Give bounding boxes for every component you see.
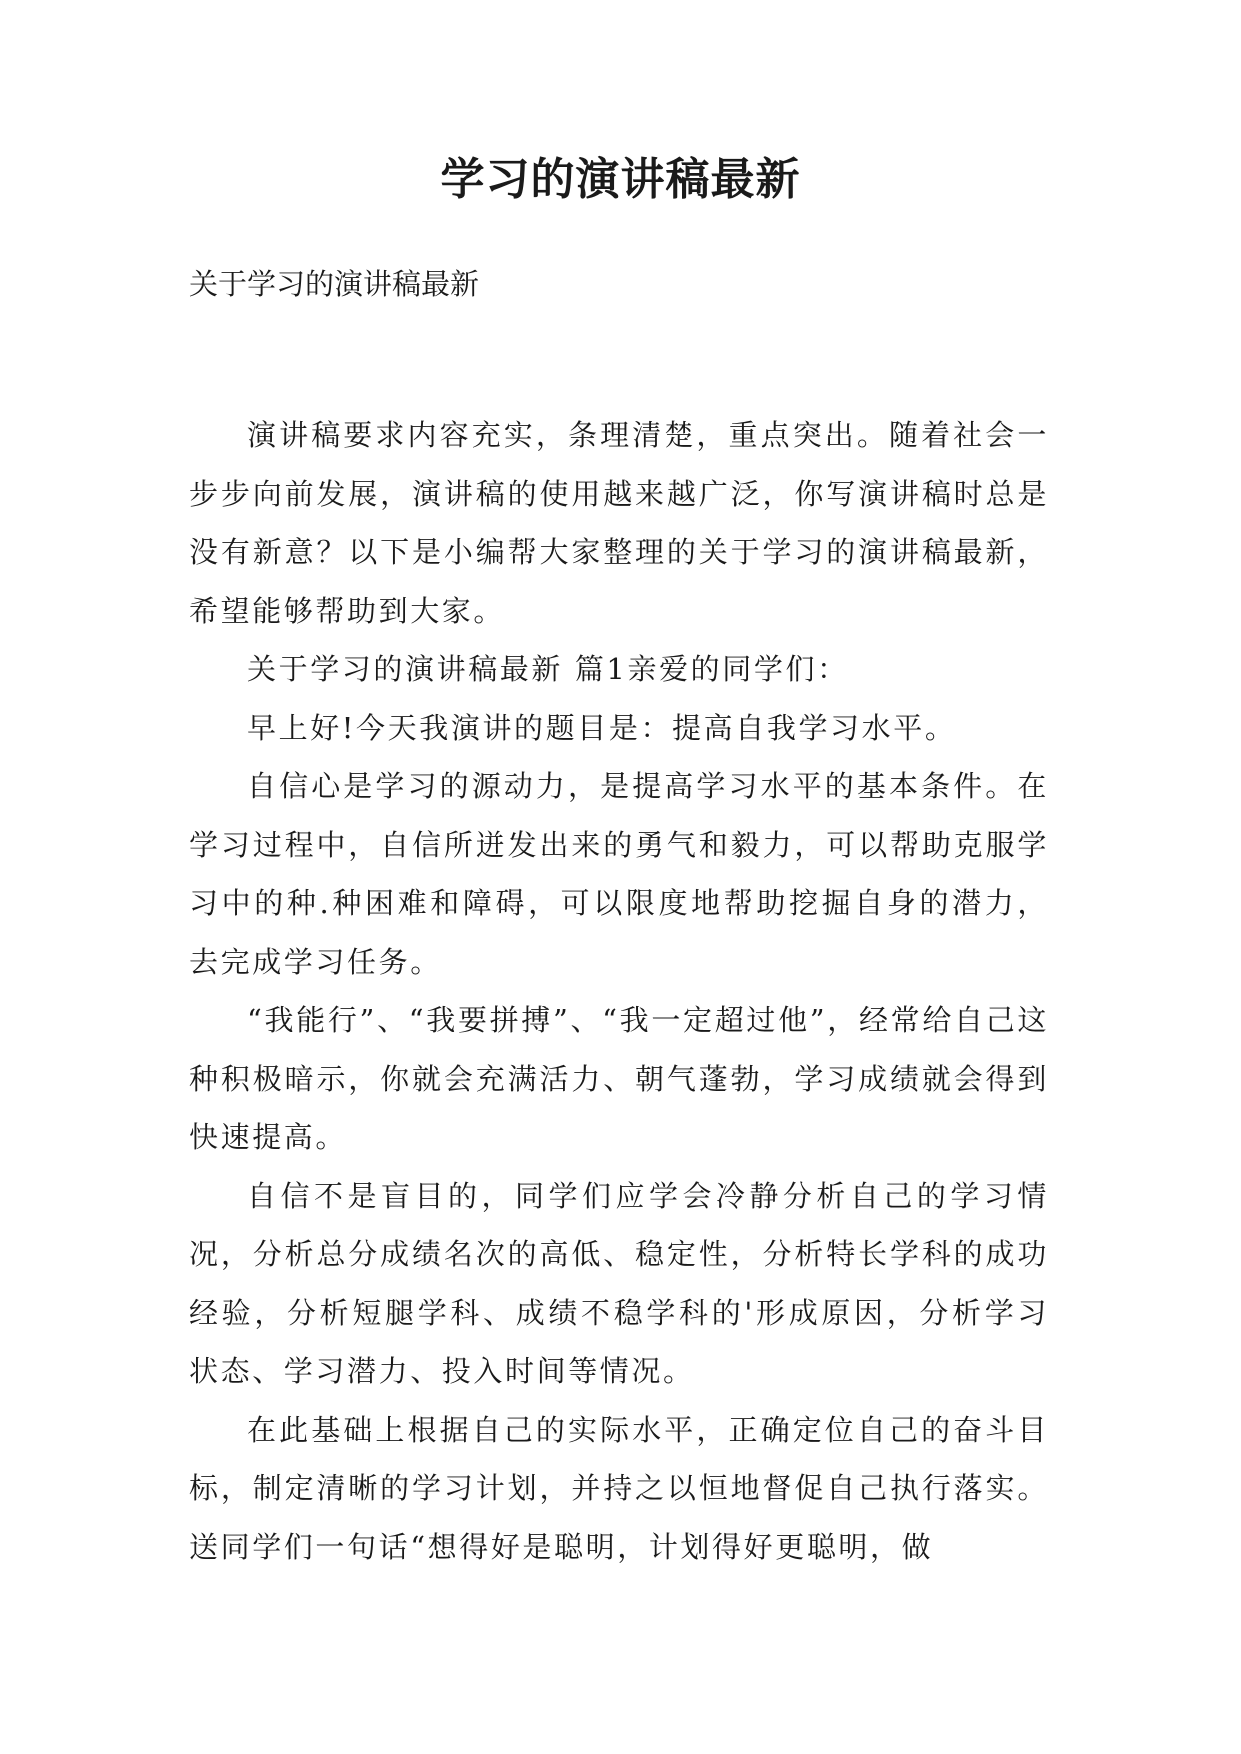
document-subtitle: 关于学习的演讲稿最新 — [189, 267, 480, 301]
paragraph: 自信不是盲目的，同学们应学会冷静分析自己的学习情况，分析总分成绩名次的高低、稳定性，分析特长学科的成功经验，分析短腿学科、成绩不稳学科的'形成原因，分析学习状态、学习潜力、投入时间等情况。 — [189, 1178, 1049, 1388]
paragraph: “我能行”、“我要拼搏”、“我一定超过他”，经常给自己这种积极暗示，你就会充满活力、朝气蓬勃，学习成绩就会得到快速提高。 — [189, 1003, 1049, 1154]
paragraph: 在此基础上根据自己的实际水平，正确定位自己的奋斗目标，制定清晰的学习计划，并持之以恒地督促自己执行落实。送同学们一句话“想得好是聪明，计划得好更聪明，做 — [189, 1412, 1049, 1564]
paragraph: 关于学习的演讲稿最新 篇1亲爱的同学们： — [247, 652, 849, 686]
paragraph: 自信心是学习的源动力，是提高学习水平的基本条件。在学习过程中，自信所迸发出来的勇气和毅力，可以帮助克服学习中的种.种困难和障碍，可以限度地帮助挖掘自身的潜力，去完成学习任务。 — [189, 769, 1049, 979]
paragraph: 早上好!今天我演讲的题目是：提高自我学习水平。 — [247, 710, 957, 745]
paragraph: 演讲稿要求内容充实，条理清楚，重点突出。随着社会一步步向前发展，演讲稿的使用越来越广泛，你写演讲稿时总是没有新意？以下是小编帮大家整理的关于学习的演讲稿最新，希望能够帮助到大家。 — [189, 418, 1049, 628]
document-title: 学习的演讲稿最新 — [440, 154, 801, 205]
document-body — [189, 406, 1049, 1576]
